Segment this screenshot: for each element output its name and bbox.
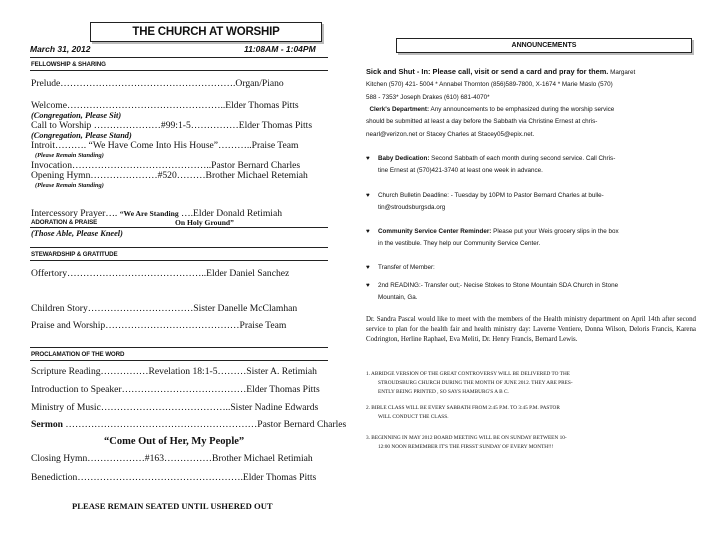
program-line-offertory: Offertory……………………………………..Elder Daniel Sanchez <box>31 268 290 279</box>
notice-board-meeting: 3. BEGINNING IN MAY 2012 BOARD MEETING WILL BE ON SUNDAY BETWEEN 10- 12:00 NOON REMEMBER IT'S THE FIRSST SUNDAY OF EVERY MONTH!!! <box>366 435 567 450</box>
announcement-sick-shut-in: Sick and Shut - In: Please call, visit or send a card and pray for them. Margaret Kitchen (570) 421- 5004 * Annabel Thornton (856)589-7800, X-1674 * Marie Maslo (570) 588 - 7353* Joseph Drakes (610) 681-4070* <box>366 67 636 101</box>
notice-bible-class: 2. BIBLE CLASS WILL BE EVERY SABBATH FROM 2:45 P.M. TO 3:45 P.M. PASTOR WILL CONDUCT THE CLASS. <box>366 405 560 420</box>
service-date: March 31, 2012 <box>30 44 91 54</box>
program-line-sermon: Sermon ……………………………………………………Pastor Bernard Charles <box>31 419 347 430</box>
page-title-right: ANNOUNCEMENTS <box>396 38 692 53</box>
footer-note: PLEASE REMAIN SEATED UNTIL USHERED OUT <box>72 501 273 511</box>
divider <box>30 360 328 361</box>
section-heading-fellowship: FELLOWSHIP & SHARING <box>31 61 106 68</box>
program-line-intercessory-prayer: Intercessory Prayer…. “We Are Standing ….Elder Donald Retimiah <box>31 208 283 219</box>
announcement-bulletin-deadline: ♥ Church Bulletin Deadline: - Tuesday by 10PM to Pastor Bernard Charles at bulle- tin@stroudsburgsda.org <box>366 192 604 212</box>
section-heading-proclamation: PROCLAMATION OF THE WORD <box>31 351 125 358</box>
announcement-second-reading: ♥ 2nd READING:- Transfer out;- Necise Stokes to Stone Mountain SDA Church in Stone Mountain, Ga. <box>366 282 619 302</box>
program-line-opening-hymn: Opening Hymn…………………#520………Brother Michael Retemiah <box>31 170 308 181</box>
program-line-praise-worship: Praise and Worship……………………………………Praise Team <box>31 320 287 331</box>
program-line-call-to-worship: Call to Worship …………………#99:1-5……………Elder Thomas Pitts <box>31 120 313 131</box>
program-line-closing-hymn: Closing Hymn………………#163……………Brother Michael Retimiah <box>31 453 313 464</box>
notice-great-controversy: 1. ABRIDGE VERSION OF THE GREAT CONTROVERSY WILL BE DELIVERED TO THE STROUDSBURG CHURCH DURING THE MONTH OF JUNE 2012. THEY ARE PRES- ENTLY BEING PRINTED , SO SAYS HAMBURG'S A B C. <box>366 371 573 395</box>
divider <box>30 57 328 58</box>
section-heading-adoration: ADORATION & PRAISE <box>31 219 98 226</box>
heart-icon: ♥ <box>366 155 370 162</box>
program-line-welcome: Welcome…………………………………………..Elder Thomas Pitts <box>31 100 299 111</box>
announcement-transfer: ♥ Transfer of Member: <box>366 262 696 274</box>
instruction-remain-standing: (Please Remain Standing) <box>35 182 104 189</box>
heart-icon: ♥ <box>366 228 370 235</box>
divider <box>30 70 328 71</box>
announcement-baby-dedication: ♥ Baby Dedication: Second Sabbath of each month during second service. Call Chris- tine Ernest at (570)421-3740 at least one week in advance. <box>366 155 616 175</box>
divider <box>30 247 328 248</box>
heart-icon: ♥ <box>366 192 370 199</box>
sermon-title: “Come Out of Her, My People” <box>104 436 245 447</box>
program-line-scripture: Scripture Reading……………Revelation 18:1-5………Sister A. Retimiah <box>31 366 317 377</box>
divider <box>30 347 328 348</box>
instruction-sit: (Congregation, Please Sit) <box>31 111 122 120</box>
divider <box>30 260 328 261</box>
section-heading-stewardship: STEWARDSHIP & GRATITUDE <box>31 251 118 258</box>
heart-icon: ♥ <box>366 264 370 271</box>
program-line-introit: Introit………. “We Have Come Into His House”………..Praise Team <box>31 140 299 151</box>
announcement-clerk: Clerk's Department: Any announcements to be emphasized during the worship service should be submitted at least a day before the Sabbath via Christine Ernest at chris- nearl@verizon.net or Stacey Charles at Stacey05@epix.net. <box>366 106 615 138</box>
divider <box>30 227 328 228</box>
program-line-invocation: Invocation……………………………………..Pastor Bernard Charles <box>31 160 301 171</box>
instruction-stand: (Congregation, Please Stand) <box>31 131 132 140</box>
instruction-kneel: (Those Able, Please Kneel) <box>31 229 123 238</box>
announcement-community-service: ♥ Community Service Center Reminder: Please put your Weis grocery slips in the box in the vestibule. They help our Community Service Center. <box>366 228 619 248</box>
heart-icon: ♥ <box>366 282 370 289</box>
program-line-intro-speaker: Introduction to Speaker…………………………………Elder Thomas Pitts <box>31 384 320 395</box>
program-line-benediction: Benediction…………………………………………….Elder Thomas Pitts <box>31 472 317 483</box>
announcement-health-ministry: Dr. Sandra Pascal would like to meet with the members of the Health ministry department on April 14th after second service to plan for the health fair and health ministry day: Laverne Ventiere, Donna Wilson, Deloris Francis, Karena Codrington, Herline Raphael, Eva Meliti, Dr. Henry Francis, Bernard Lewis. <box>366 316 696 343</box>
program-line-prelude: Prelude……………………………………………….Organ/Piano <box>31 78 284 89</box>
program-line-ministry-music: Ministry of Music…………………………………..Sister Nadine Edwards <box>31 402 319 413</box>
service-time: 11:08AM - 1:04PM <box>244 44 316 54</box>
intercessory-hymn-continued: On Holy Ground” <box>175 218 234 227</box>
instruction-remain-standing: (Please Remain Standing) <box>35 152 104 159</box>
page-title-left: THE CHURCH AT WORSHIP <box>90 22 322 42</box>
program-line-childrens-story: Children Story……………………………Sister Danelle McClamhan <box>31 303 298 314</box>
